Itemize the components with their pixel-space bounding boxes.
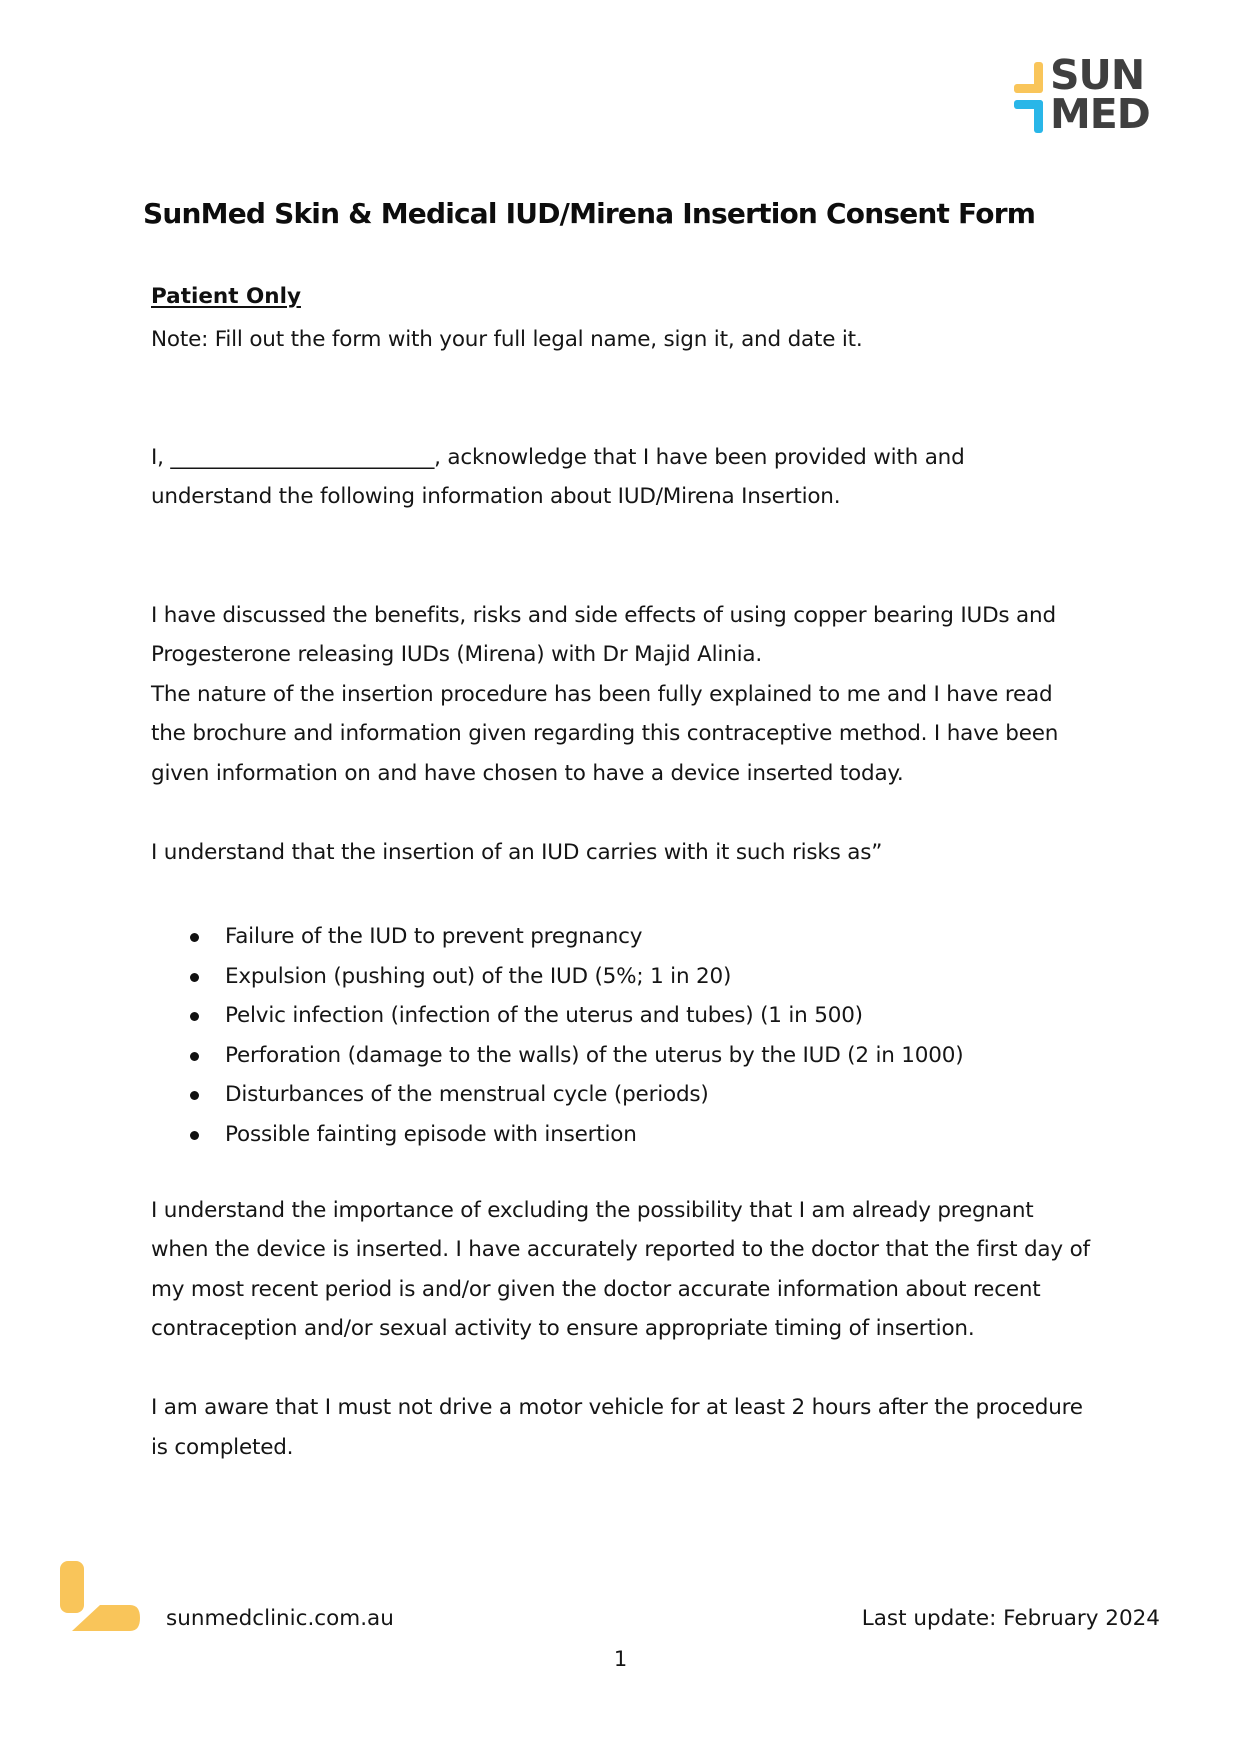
footer-last-update: Last update: February 2024: [861, 1606, 1160, 1631]
discussion-line-5: given information on and have chosen to have a device inserted today.: [151, 761, 904, 786]
risks-list: [186, 917, 963, 1154]
driving-line-2: is completed.: [151, 1435, 294, 1460]
risk-text: Expulsion (pushing out) of the IUD (5%; 1 in 20): [225, 963, 732, 989]
footer-logo-mark-icon: [60, 1561, 140, 1641]
bullet-icon: [190, 1052, 199, 1061]
bullet-icon: [190, 1091, 199, 1100]
risk-text: Possible fainting episode with insertion: [225, 1121, 637, 1147]
fill-out-note: Note: Fill out the form with your full legal name, sign it, and date it.: [151, 327, 863, 352]
logo-line-sun: SUN: [1050, 51, 1145, 99]
risk-text: Disturbances of the menstrual cycle (periods): [225, 1082, 709, 1107]
bullet-icon: [190, 933, 199, 942]
discussion-line-1: I have discussed the benefits, risks and side effects of using copper bearing IUDs and: [151, 603, 1056, 628]
list-item: [186, 957, 963, 997]
sunmed-logo-wordmark: [1050, 51, 1150, 138]
bullet-icon: [190, 973, 199, 982]
list-item: [186, 1036, 963, 1076]
list-item: [186, 1115, 963, 1155]
list-item: [186, 996, 963, 1036]
acknowledgement-line-1: I, _________________________, acknowledge that I have been provided with and: [151, 445, 965, 470]
pregnancy-line-4: contraception and/or sexual activity to ensure appropriate timing of insertion.: [151, 1316, 975, 1341]
list-item: [186, 917, 963, 957]
risk-text: Perforation (damage to the walls) of the uterus by the IUD (2 in 1000): [225, 1042, 964, 1068]
pregnancy-line-3: my most recent period is and/or given the doctor accurate information about recent: [151, 1277, 1041, 1302]
discussion-line-4: the brochure and information given regarding this contraceptive method. I have been: [151, 721, 1059, 746]
bullet-icon: [190, 1012, 199, 1021]
risk-text: Pelvic infection (infection of the uterus and tubes) (1 in 500): [225, 1003, 863, 1028]
page-number: 1: [613, 1647, 628, 1671]
risk-text: Failure of the IUD to prevent pregnancy: [225, 924, 643, 949]
footer-website: sunmedclinic.com.au: [166, 1606, 394, 1631]
sunmed-logo: [1008, 51, 1160, 142]
driving-line-1: I am aware that I must not drive a motor vehicle for at least 2 hours after the procedure: [151, 1395, 1083, 1420]
acknowledgement-line-2: understand the following information about IUD/Mirena Insertion.: [151, 484, 841, 509]
risks-intro: I understand that the insertion of an IUD carries with it such risks as”: [151, 840, 883, 865]
bullet-icon: [190, 1131, 199, 1140]
list-item: [186, 1075, 963, 1115]
logo-line-med: MED: [1050, 90, 1150, 138]
pregnancy-line-1: I understand the importance of excluding the possibility that I am already pregnant: [151, 1198, 1034, 1223]
discussion-line-3: The nature of the insertion procedure has been fully explained to me and I have read: [151, 682, 1053, 707]
discussion-line-2: Progesterone releasing IUDs (Mirena) with Dr Majid Alinia.: [151, 642, 762, 667]
patient-only-heading: Patient Only: [151, 284, 301, 309]
pregnancy-line-2: when the device is inserted. I have accurately reported to the doctor that the first day of: [151, 1237, 1090, 1262]
sunmed-logo-mark-icon: [1008, 62, 1048, 142]
form-title: SunMed Skin & Medical IUD/Mirena Insertion Consent Form: [143, 197, 1036, 230]
